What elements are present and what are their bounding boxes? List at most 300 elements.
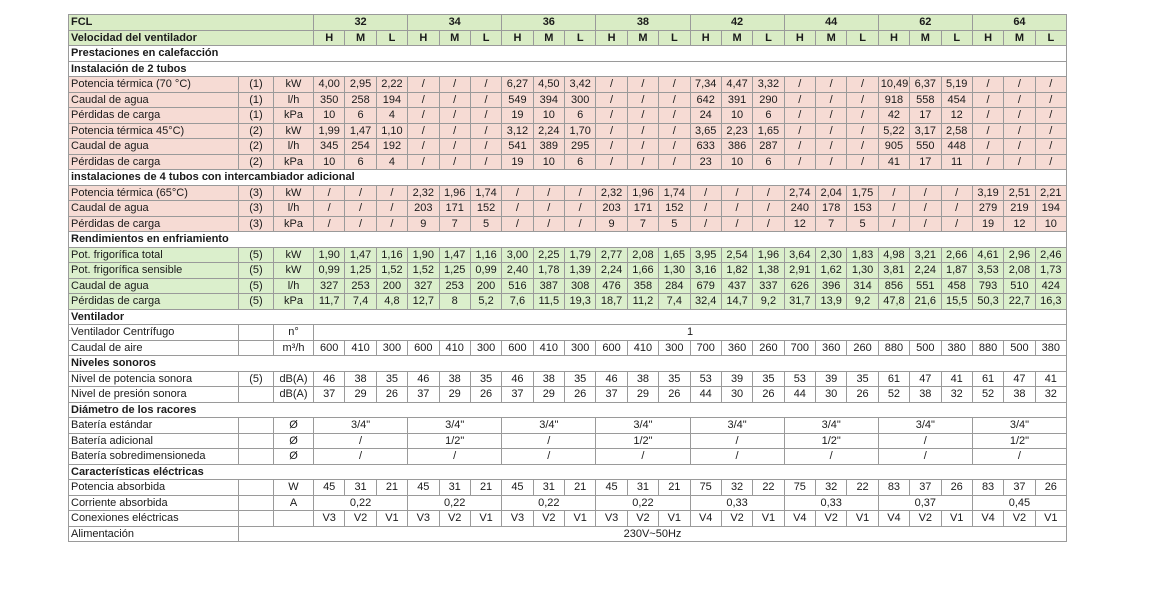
value-cell: 52 <box>878 387 909 403</box>
value-cell: 37 <box>408 387 439 403</box>
row-label: Batería estándar <box>69 418 239 434</box>
group-value-cell: / <box>502 433 596 449</box>
value-cell: 194 <box>1035 201 1066 217</box>
value-cell: 7 <box>439 216 470 232</box>
speed-header: H <box>314 30 345 46</box>
group-value-cell: 1/2" <box>408 433 502 449</box>
group-value-cell: 0,37 <box>878 495 972 511</box>
value-cell: 24 <box>690 108 721 124</box>
value-cell: 32,4 <box>690 294 721 310</box>
speed-header: L <box>941 30 972 46</box>
row-label: Conexiones eléctricas <box>69 511 239 527</box>
value-cell: / <box>847 154 878 170</box>
value-cell: 9 <box>596 216 627 232</box>
value-cell: 4 <box>376 154 407 170</box>
speed-header: L <box>847 30 878 46</box>
value-cell: V3 <box>408 511 439 527</box>
value-cell: 2,21 <box>1035 185 1066 201</box>
value-cell: V1 <box>659 511 690 527</box>
speed-header: H <box>408 30 439 46</box>
row-note <box>239 433 274 449</box>
value-cell: V4 <box>784 511 815 527</box>
value-cell: / <box>470 154 501 170</box>
value-cell: 541 <box>502 139 533 155</box>
group-value-cell: 3/4" <box>314 418 408 434</box>
row-label: Caudal de agua <box>69 139 239 155</box>
model-header: 42 <box>690 15 784 31</box>
row-note: (5) <box>239 263 274 279</box>
value-cell: / <box>627 154 658 170</box>
value-cell: 32 <box>721 480 752 496</box>
value-cell: 30 <box>816 387 847 403</box>
speed-header: M <box>910 30 941 46</box>
value-cell: 700 <box>690 340 721 356</box>
value-cell: 905 <box>878 139 909 155</box>
value-cell: 35 <box>847 371 878 387</box>
row-label: Caudal de aire <box>69 340 239 356</box>
row-note: (5) <box>239 371 274 387</box>
value-cell: 31 <box>345 480 376 496</box>
value-cell: / <box>659 77 690 93</box>
value-cell: 2,58 <box>941 123 972 139</box>
row-note: (2) <box>239 139 274 155</box>
value-cell: 254 <box>345 139 376 155</box>
speed-header: H <box>596 30 627 46</box>
value-cell: 0,99 <box>314 263 345 279</box>
value-cell: 171 <box>627 201 658 217</box>
value-cell: 437 <box>721 278 752 294</box>
value-cell: 345 <box>314 139 345 155</box>
table-row <box>69 201 1067 217</box>
value-cell: 337 <box>753 278 784 294</box>
value-cell: 386 <box>721 139 752 155</box>
value-cell: 194 <box>376 92 407 108</box>
table-row <box>69 263 1067 279</box>
value-cell: 2,91 <box>784 263 815 279</box>
row-unit: kW <box>274 185 314 201</box>
value-cell: / <box>533 201 564 217</box>
value-cell: 3,17 <box>910 123 941 139</box>
value-cell: / <box>659 154 690 170</box>
group-value-cell: / <box>878 433 972 449</box>
value-cell: 9,2 <box>753 294 784 310</box>
value-cell: 295 <box>565 139 596 155</box>
table-row <box>69 418 1067 434</box>
value-cell: / <box>596 108 627 124</box>
row-label: Potencia térmica (65°C) <box>69 185 239 201</box>
value-cell: 7,34 <box>690 77 721 93</box>
value-cell: V2 <box>910 511 941 527</box>
value-cell: / <box>376 185 407 201</box>
value-cell: 300 <box>565 340 596 356</box>
value-cell: 2,96 <box>1004 247 1035 263</box>
value-cell: 203 <box>408 201 439 217</box>
value-cell: 700 <box>784 340 815 356</box>
value-cell: / <box>596 77 627 93</box>
row-unit: kW <box>274 263 314 279</box>
row-label: Nivel de potencia sonora <box>69 371 239 387</box>
value-cell: 10,49 <box>878 77 909 93</box>
table-row <box>69 480 1067 496</box>
value-cell: 3,00 <box>502 247 533 263</box>
value-cell: 10 <box>533 154 564 170</box>
row-unit: kW <box>274 247 314 263</box>
value-cell: / <box>659 123 690 139</box>
value-cell: 4,61 <box>972 247 1003 263</box>
value-cell: 3,32 <box>753 77 784 93</box>
value-cell: 5 <box>847 216 878 232</box>
value-cell: 410 <box>533 340 564 356</box>
value-cell: / <box>784 139 815 155</box>
value-cell: / <box>784 92 815 108</box>
value-cell: 260 <box>753 340 784 356</box>
section-title: Prestaciones en calefacción <box>69 46 1067 62</box>
value-cell: 7 <box>816 216 847 232</box>
speed-label: Velocidad del ventilador <box>69 30 314 46</box>
value-cell: 558 <box>910 92 941 108</box>
row-label: Pot. frigorífica total <box>69 247 239 263</box>
value-cell: / <box>816 123 847 139</box>
value-cell: / <box>1035 139 1066 155</box>
value-cell: / <box>972 77 1003 93</box>
value-cell: / <box>470 92 501 108</box>
value-cell: / <box>690 216 721 232</box>
value-cell: 2,08 <box>627 247 658 263</box>
value-cell: 389 <box>533 139 564 155</box>
value-cell: 1,52 <box>408 263 439 279</box>
value-cell: 35 <box>565 371 596 387</box>
row-label: Pérdidas de carga <box>69 108 239 124</box>
value-cell: 13,9 <box>816 294 847 310</box>
value-cell: 3,19 <box>972 185 1003 201</box>
speed-header: M <box>439 30 470 46</box>
value-cell: V4 <box>972 511 1003 527</box>
row-note: (3) <box>239 185 274 201</box>
value-cell: 4,8 <box>376 294 407 310</box>
value-cell: / <box>910 201 941 217</box>
value-cell: 642 <box>690 92 721 108</box>
value-cell: V2 <box>439 511 470 527</box>
value-cell: 22 <box>847 480 878 496</box>
speed-header: L <box>659 30 690 46</box>
row-label: Pérdidas de carga <box>69 216 239 232</box>
value-cell: 61 <box>878 371 909 387</box>
value-cell: 7,4 <box>345 294 376 310</box>
value-cell: 3,65 <box>690 123 721 139</box>
value-cell: 26 <box>847 387 878 403</box>
value-cell: V3 <box>502 511 533 527</box>
value-cell: 32 <box>816 480 847 496</box>
value-cell: 6 <box>753 154 784 170</box>
value-cell: / <box>878 216 909 232</box>
value-cell: 21 <box>565 480 596 496</box>
value-cell: / <box>439 108 470 124</box>
value-cell: V2 <box>345 511 376 527</box>
section-header <box>69 61 1067 77</box>
value-cell: 47 <box>1004 371 1035 387</box>
value-cell: 6 <box>345 154 376 170</box>
value-cell: / <box>847 123 878 139</box>
row-note <box>239 418 274 434</box>
row-note: (1) <box>239 108 274 124</box>
value-cell: 6 <box>565 154 596 170</box>
value-cell: 1,65 <box>753 123 784 139</box>
value-cell: / <box>816 77 847 93</box>
value-cell: 7 <box>627 216 658 232</box>
value-cell: 2,77 <box>596 247 627 263</box>
spec-sheet <box>68 14 1067 542</box>
value-cell: 21 <box>470 480 501 496</box>
value-cell: / <box>376 201 407 217</box>
row-note: (5) <box>239 247 274 263</box>
speed-header: H <box>784 30 815 46</box>
group-value-cell: / <box>878 449 972 465</box>
row-label: Caudal de agua <box>69 201 239 217</box>
value-cell: 1,99 <box>314 123 345 139</box>
section-title: Ventilador <box>69 309 1067 325</box>
table-row <box>69 154 1067 170</box>
value-cell: 350 <box>314 92 345 108</box>
value-cell: / <box>753 185 784 201</box>
value-cell: / <box>659 108 690 124</box>
value-cell: 11,7 <box>314 294 345 310</box>
value-cell: 880 <box>878 340 909 356</box>
value-cell: 1,30 <box>659 263 690 279</box>
value-cell: 53 <box>690 371 721 387</box>
value-cell: 10 <box>314 154 345 170</box>
row-unit: Ø <box>274 433 314 449</box>
value-cell: V4 <box>878 511 909 527</box>
value-cell: 41 <box>1035 371 1066 387</box>
model-header: 62 <box>878 15 972 31</box>
value-cell: 4,47 <box>721 77 752 93</box>
value-cell: 46 <box>408 371 439 387</box>
value-cell: 38 <box>1004 387 1035 403</box>
value-cell: 3,95 <box>690 247 721 263</box>
value-cell: 308 <box>565 278 596 294</box>
value-cell: 2,24 <box>596 263 627 279</box>
speed-header: H <box>690 30 721 46</box>
value-cell: 314 <box>847 278 878 294</box>
value-cell: / <box>816 92 847 108</box>
value-cell: / <box>878 185 909 201</box>
value-cell: 856 <box>878 278 909 294</box>
value-cell: 284 <box>659 278 690 294</box>
model-header: 38 <box>596 15 690 31</box>
value-cell: 0,99 <box>470 263 501 279</box>
row-note: (1) <box>239 92 274 108</box>
value-cell: 153 <box>847 201 878 217</box>
value-cell: 39 <box>816 371 847 387</box>
value-cell: / <box>596 139 627 155</box>
value-cell: 38 <box>533 371 564 387</box>
value-cell: 1,30 <box>847 263 878 279</box>
row-unit: n° <box>274 325 314 341</box>
value-cell: 61 <box>972 371 1003 387</box>
value-cell: 360 <box>816 340 847 356</box>
row-unit: kPa <box>274 294 314 310</box>
value-cell: 1,25 <box>439 263 470 279</box>
value-cell: 1,16 <box>470 247 501 263</box>
value-cell: / <box>314 201 345 217</box>
value-cell: 19 <box>972 216 1003 232</box>
row-note <box>239 480 274 496</box>
value-cell: 510 <box>1004 278 1035 294</box>
row-unit: m³/h <box>274 340 314 356</box>
row-label: Caudal de agua <box>69 92 239 108</box>
model-header: 32 <box>314 15 408 31</box>
value-cell: 23 <box>690 154 721 170</box>
section-header <box>69 232 1067 248</box>
value-cell: 1,62 <box>816 263 847 279</box>
value-cell: 38 <box>910 387 941 403</box>
row-unit: l/h <box>274 201 314 217</box>
value-cell: / <box>565 201 596 217</box>
value-cell: 1,39 <box>565 263 596 279</box>
row-label: Potencia térmica (70 °C) <box>69 77 239 93</box>
value-cell: / <box>345 201 376 217</box>
value-cell: 1,70 <box>565 123 596 139</box>
value-cell: 287 <box>753 139 784 155</box>
value-cell: 1,10 <box>376 123 407 139</box>
value-cell: 16,3 <box>1035 294 1066 310</box>
value-cell: 219 <box>1004 201 1035 217</box>
value-cell: 200 <box>470 278 501 294</box>
value-cell: 203 <box>596 201 627 217</box>
value-cell: 1,79 <box>565 247 596 263</box>
value-cell: 44 <box>690 387 721 403</box>
value-cell: 10 <box>1035 216 1066 232</box>
value-cell: / <box>721 201 752 217</box>
row-note: (3) <box>239 216 274 232</box>
header-models-row <box>69 15 1067 31</box>
value-cell: 2,08 <box>1004 263 1035 279</box>
row-note <box>239 325 274 341</box>
group-value-cell: / <box>972 449 1066 465</box>
value-cell: 5,22 <box>878 123 909 139</box>
value-cell: 600 <box>408 340 439 356</box>
value-cell: 9 <box>408 216 439 232</box>
value-cell: 11,2 <box>627 294 658 310</box>
table-row <box>69 433 1067 449</box>
value-cell: 2,54 <box>721 247 752 263</box>
row-unit: kPa <box>274 154 314 170</box>
value-cell: / <box>439 123 470 139</box>
group-value-cell: 0,45 <box>972 495 1066 511</box>
value-cell: / <box>1004 108 1035 124</box>
value-cell: / <box>627 108 658 124</box>
value-cell: / <box>847 139 878 155</box>
value-cell: 458 <box>941 278 972 294</box>
value-cell: 4,50 <box>533 77 564 93</box>
value-cell: 8 <box>439 294 470 310</box>
value-cell: / <box>972 108 1003 124</box>
value-cell: 6 <box>753 108 784 124</box>
value-cell: / <box>816 139 847 155</box>
value-cell: V1 <box>847 511 878 527</box>
speed-header: L <box>470 30 501 46</box>
value-cell: / <box>972 154 1003 170</box>
value-cell: 410 <box>627 340 658 356</box>
value-cell: V1 <box>565 511 596 527</box>
value-cell: 300 <box>376 340 407 356</box>
group-value-cell: 1/2" <box>596 433 690 449</box>
value-cell: / <box>470 108 501 124</box>
value-cell: / <box>408 108 439 124</box>
value-cell: V2 <box>627 511 658 527</box>
row-unit: W <box>274 480 314 496</box>
row-note: (5) <box>239 294 274 310</box>
value-cell: 47 <box>910 371 941 387</box>
value-cell: 45 <box>408 480 439 496</box>
value-cell: 424 <box>1035 278 1066 294</box>
value-cell: / <box>910 185 941 201</box>
value-cell: 37 <box>596 387 627 403</box>
value-cell: / <box>408 139 439 155</box>
value-cell: / <box>627 123 658 139</box>
value-cell: / <box>408 123 439 139</box>
value-cell: 50,3 <box>972 294 1003 310</box>
value-cell: V2 <box>533 511 564 527</box>
row-note <box>239 495 274 511</box>
section-header <box>69 356 1067 372</box>
row-unit: Ø <box>274 418 314 434</box>
row-label: Corriente absorbida <box>69 495 239 511</box>
value-cell: / <box>847 92 878 108</box>
value-cell: 3,42 <box>565 77 596 93</box>
value-cell: 75 <box>690 480 721 496</box>
value-cell: 47,8 <box>878 294 909 310</box>
value-cell: 2,23 <box>721 123 752 139</box>
value-cell: 1,66 <box>627 263 658 279</box>
group-value-cell: 3/4" <box>784 418 878 434</box>
row-unit: A <box>274 495 314 511</box>
value-cell: 5,2 <box>470 294 501 310</box>
value-cell: 454 <box>941 92 972 108</box>
value-cell: 37 <box>314 387 345 403</box>
value-cell: / <box>784 77 815 93</box>
value-cell: 21 <box>376 480 407 496</box>
section-title: Diámetro de los racores <box>69 402 1067 418</box>
section-header <box>69 464 1067 480</box>
value-cell: 26 <box>1035 480 1066 496</box>
value-cell: V4 <box>690 511 721 527</box>
value-cell: / <box>721 185 752 201</box>
model-header: 44 <box>784 15 878 31</box>
section-title: Características eléctricas <box>69 464 1067 480</box>
value-cell: 5,19 <box>941 77 972 93</box>
value-cell: / <box>533 216 564 232</box>
section-title: Niveles sonoros <box>69 356 1067 372</box>
value-cell: 37 <box>502 387 533 403</box>
value-cell: / <box>596 92 627 108</box>
value-cell: 1,65 <box>659 247 690 263</box>
value-cell: 6 <box>345 108 376 124</box>
value-cell: / <box>470 139 501 155</box>
group-value-cell: 3/4" <box>596 418 690 434</box>
value-cell: 258 <box>345 92 376 108</box>
value-cell: 3,21 <box>910 247 941 263</box>
group-value-cell: 1/2" <box>972 433 1066 449</box>
value-cell: 46 <box>314 371 345 387</box>
group-value-cell: 3/4" <box>972 418 1066 434</box>
value-cell: 10 <box>314 108 345 124</box>
row-unit: l/h <box>274 139 314 155</box>
value-cell: 4 <box>376 108 407 124</box>
value-cell: 19,3 <box>565 294 596 310</box>
value-cell: 32 <box>1035 387 1066 403</box>
value-cell: 45 <box>502 480 533 496</box>
